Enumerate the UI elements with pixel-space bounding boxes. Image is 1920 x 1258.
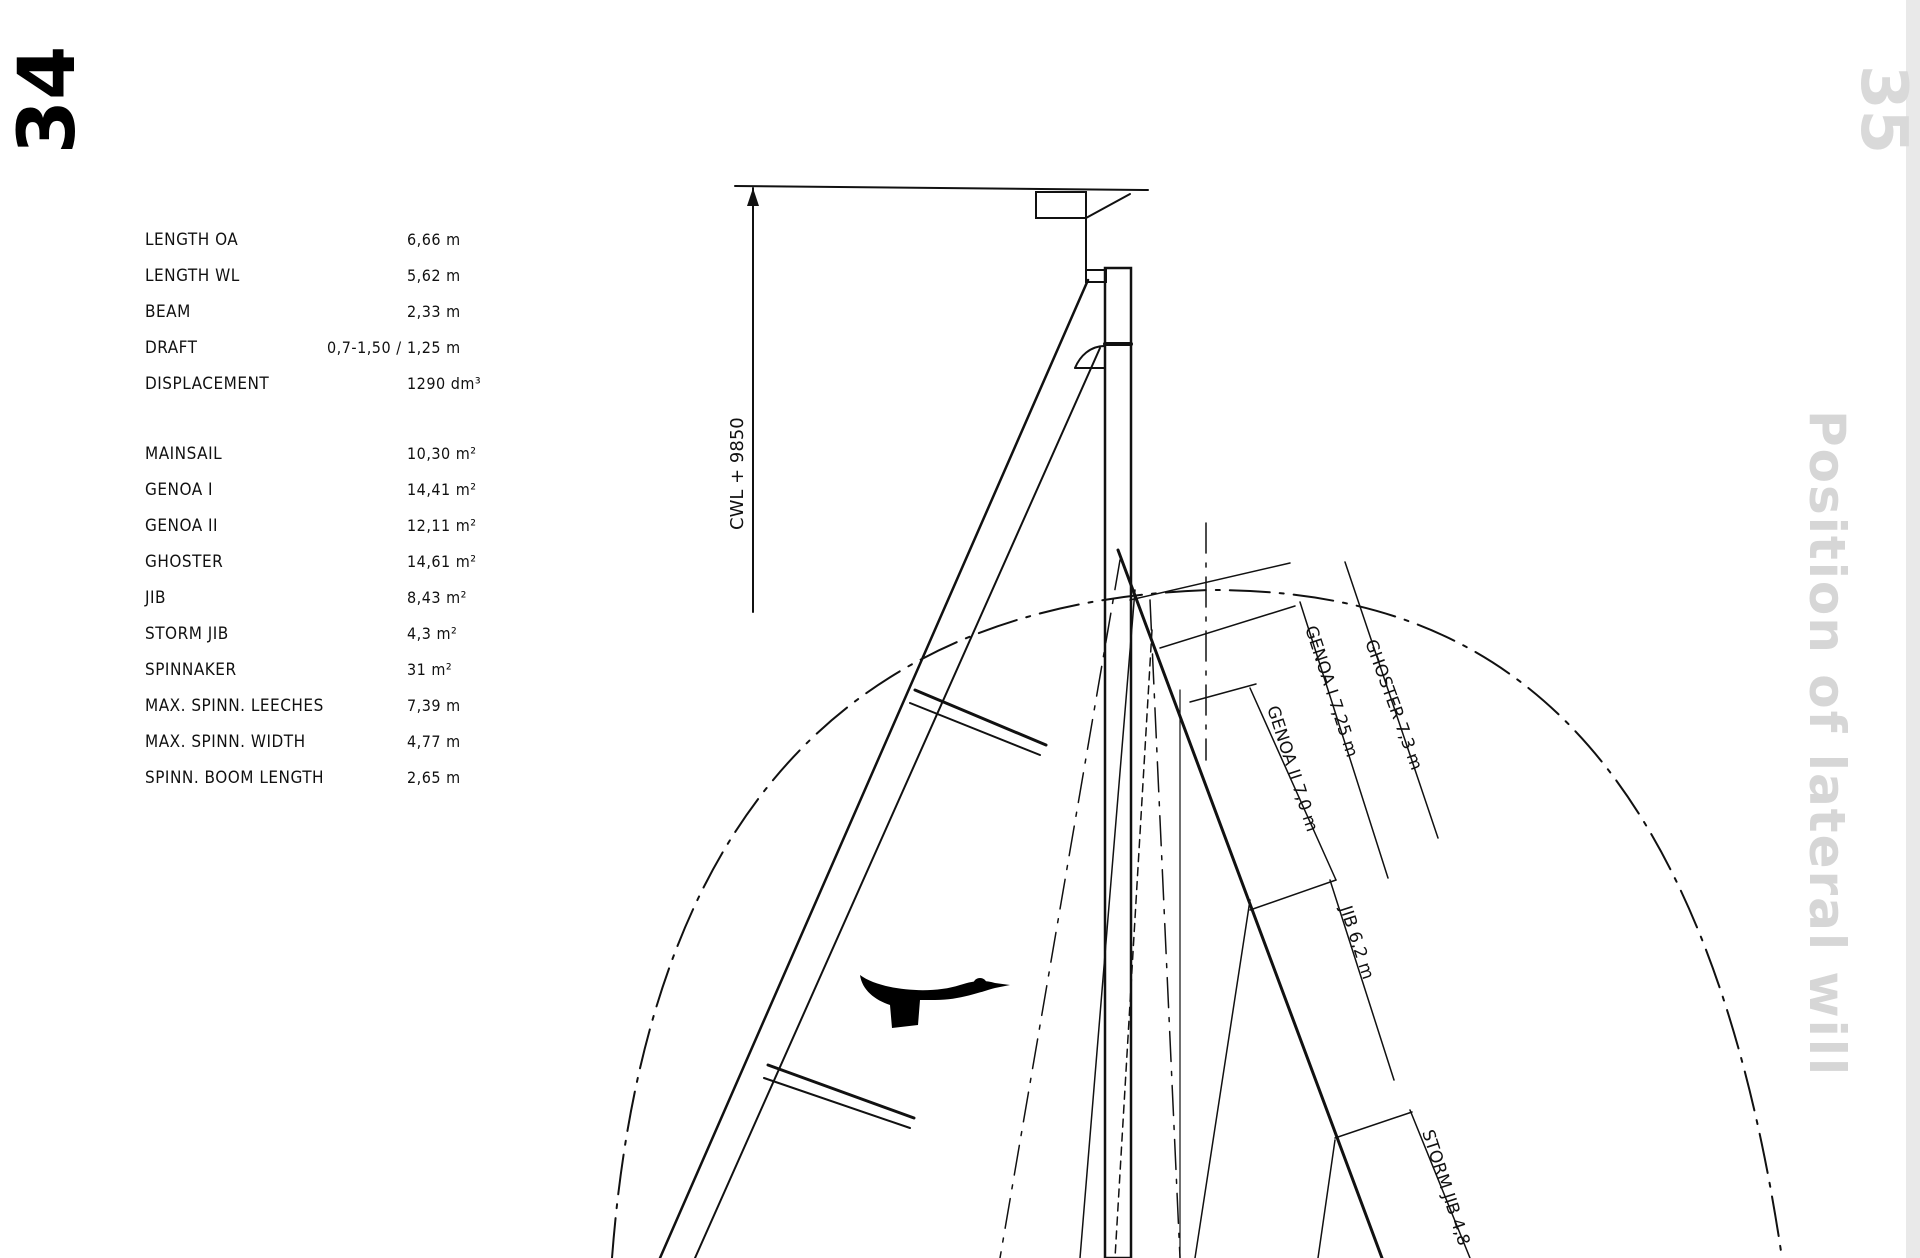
headsail-leech <box>1080 590 1135 1258</box>
spec-value: 10,30 m² <box>407 444 477 463</box>
spec-label: LENGTH WL <box>145 266 240 286</box>
spec-label: GENOA I <box>145 480 214 500</box>
spec-value: 5,62 m <box>407 266 461 285</box>
spec-value: 1290 dm³ <box>407 374 482 393</box>
masthead-reference-line <box>735 186 1148 190</box>
spec-value: 2,65 m <box>407 768 461 787</box>
spec-label: MAINSAIL <box>145 444 223 464</box>
shroud <box>660 280 1088 1258</box>
mast <box>1105 268 1131 1258</box>
jib-leech <box>1195 900 1250 1258</box>
lower-spreader <box>764 1078 910 1128</box>
spec-value: 14,41 m² <box>407 480 477 499</box>
spec-label: DISPLACEMENT <box>145 374 270 394</box>
bleed-through-text: Position of lateral will <box>1798 410 1856 1078</box>
genoa2-head <box>1190 684 1256 702</box>
page-number: 34 <box>3 45 93 155</box>
spec-label: GENOA II <box>145 516 219 536</box>
genoa2-dimension-label: GENOA II 7,0 m <box>1262 703 1322 835</box>
spec-value: 7,39 m <box>407 696 461 715</box>
jib-dimension-label: JIB 6,2 m <box>1335 903 1378 982</box>
spec-value: 14,61 m² <box>407 552 477 571</box>
spec-label: SPINN. BOOM LENGTH <box>145 768 325 788</box>
spec-draft-range: 0,7-1,50 / <box>327 338 402 357</box>
spec-value: 2,33 m <box>407 302 461 321</box>
spec-value: 4,77 m <box>407 732 461 751</box>
spec-value: 12,11 m² <box>407 516 477 535</box>
spec-label: MAX. SPINN. WIDTH <box>145 732 306 752</box>
arrowhead-icon <box>747 188 759 206</box>
bird-logo-icon <box>860 975 1010 1028</box>
spec-value: 4,3 m² <box>407 624 458 643</box>
genoa1-head <box>1160 606 1295 648</box>
storm-jib-head <box>1335 1112 1412 1138</box>
spec-value: 6,66 m <box>407 230 461 249</box>
spinnaker-luff <box>1000 560 1120 1258</box>
spec-label: GHOSTER <box>145 552 224 572</box>
jib-head <box>1250 880 1336 910</box>
genoa1-dimension-label: GENOA I 7,25 m <box>1300 623 1362 760</box>
spec-label: DRAFT <box>145 338 198 358</box>
spec-value: 31 m² <box>407 660 453 679</box>
spinnaker-centerline <box>1150 600 1180 1258</box>
spec-label: LENGTH OA <box>145 230 239 250</box>
height-dimension-label: CWL + 9850 <box>727 417 748 530</box>
masthead-fitting <box>1086 194 1130 218</box>
spec-label: JIB <box>145 588 167 608</box>
spec-label: BEAM <box>145 302 191 322</box>
spec-value: 8,43 m² <box>407 588 467 607</box>
spec-label: SPINNAKER <box>145 660 237 680</box>
headsail-leech <box>1115 630 1152 1258</box>
spec-label: STORM JIB <box>145 624 229 644</box>
spec-label: MAX. SPINN. LEECHES <box>145 696 324 716</box>
storm-jib-dimension-label: STORM JIB 4,8 <box>1417 1127 1474 1249</box>
storm-jib-leech <box>1318 1140 1335 1258</box>
spinnaker-outline <box>612 590 1782 1258</box>
bleed-through-page-number: 35 <box>1846 65 1920 155</box>
lower-spreader <box>768 1065 914 1118</box>
spec-value: 1,25 m <box>407 338 461 357</box>
ghoster-head <box>1130 563 1290 600</box>
masthead-crane <box>1036 192 1086 218</box>
ghoster-dimension-label: GHOSTER 7,3 m <box>1360 636 1427 773</box>
